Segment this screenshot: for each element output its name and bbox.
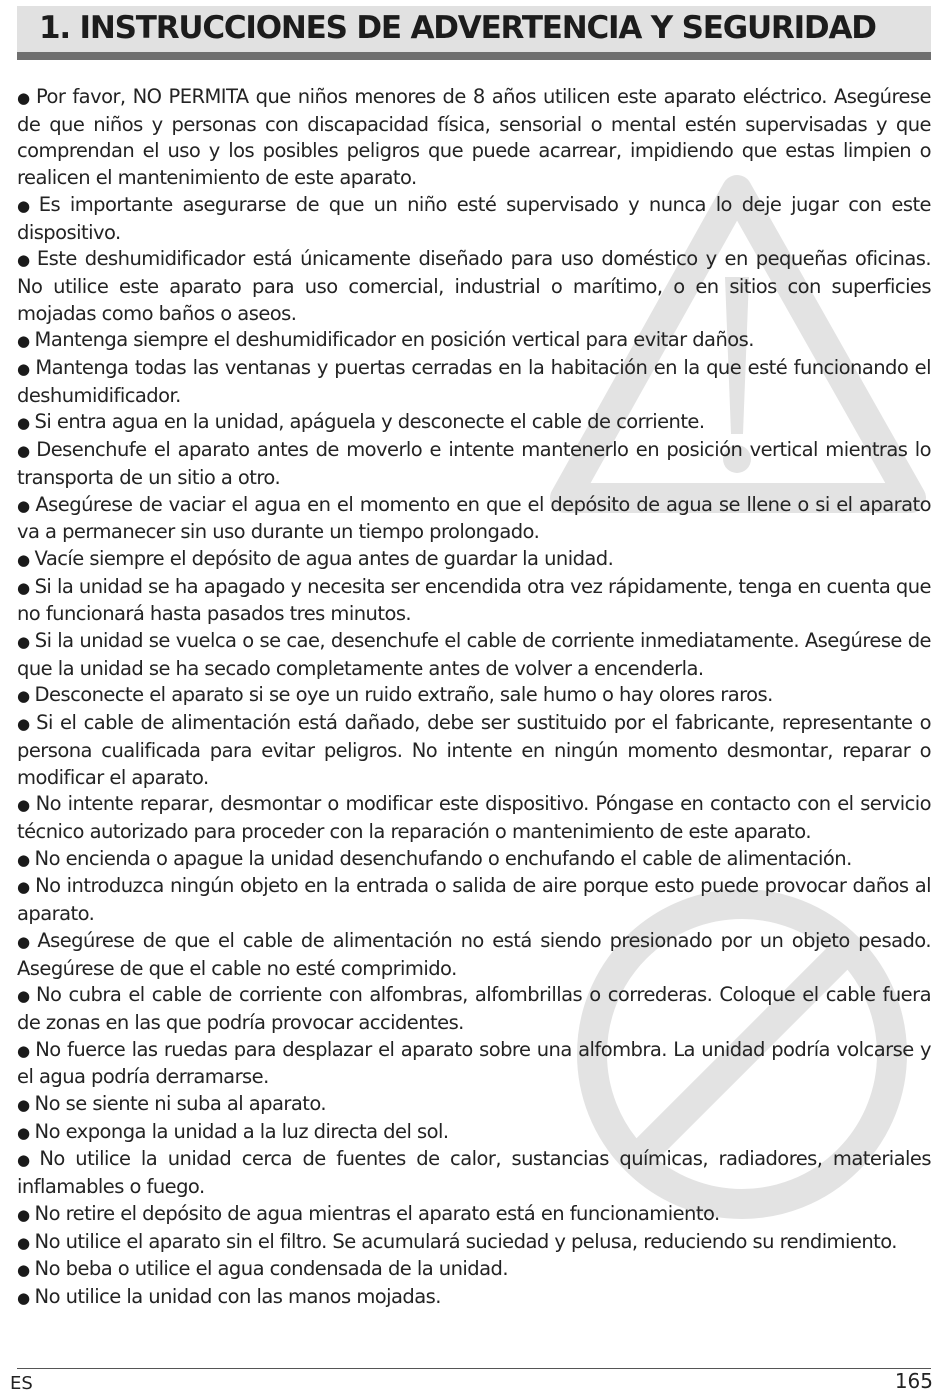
footer-divider (17, 1368, 931, 1369)
bullet-icon: ● (17, 1261, 30, 1280)
list-item-text: No exponga la unidad a la luz directa del sol. (34, 1119, 449, 1143)
list-item (17, 873, 931, 927)
bullet-icon: ● (17, 1096, 30, 1115)
list-item-text: Es importante asegurarse de que un niño esté supervisado y nunca lo deje jugar con este dispositivo. (17, 192, 931, 244)
bullet-icon: ● (17, 1041, 31, 1060)
list-item (17, 574, 931, 628)
bullet-icon: ● (17, 442, 32, 461)
bullet-icon: ● (17, 89, 31, 107)
list-item (17, 846, 931, 874)
list-item (17, 1091, 931, 1119)
list-item (17, 1256, 931, 1284)
bullet-icon: ● (17, 251, 32, 270)
footer-page-number: 165 (894, 1369, 933, 1393)
list-item (17, 1119, 931, 1147)
list-item-text: No intente reparar, desmontar o modificar este dispositivo. Póngase en contacto con el servicio técnico autorizado para proceder con la reparación o mantenimiento de este aparato. (17, 792, 931, 843)
safety-instructions-list (17, 84, 931, 1312)
bullet-icon: ● (17, 496, 31, 515)
bullet-icon: ● (17, 550, 30, 569)
list-item-text: Asegúrese de que el cable de alimentación no está siendo presionado por un objeto pesado. Asegúrese de que el cable no esté comprimido. (17, 928, 931, 980)
list-item (17, 84, 931, 192)
bullet-icon: ● (17, 796, 31, 815)
bullet-icon: ● (17, 414, 30, 433)
bullet-icon: ● (17, 1233, 30, 1252)
list-item (17, 1037, 931, 1091)
bullet-icon: ● (17, 878, 31, 897)
list-item (17, 192, 931, 246)
list-item-text: Si la unidad se vuelca o se cae, desenchufe el cable de corriente inmediatamente. Asegúrese de que la unidad se ha secado completamente antes de volver a encenderla. (17, 629, 931, 680)
list-item (17, 1229, 931, 1257)
bullet-icon: ● (17, 196, 34, 215)
bullet-icon: ● (17, 1123, 30, 1142)
bullet-icon: ● (17, 1288, 30, 1307)
list-item (17, 246, 931, 327)
list-item-text: Mantenga siempre el deshumidificador en posición vertical para evitar daños. (34, 328, 754, 352)
list-item-text: Vacíe siempre el depósito de agua antes de guardar la unidad. (34, 546, 614, 570)
list-item-text: Mantenga todas las ventanas y puertas cerradas en la habitación en la que esté funcionando el deshumidificador. (17, 356, 931, 407)
list-item-text: Si entra agua en la unidad, apáguela y desconecte el cable de corriente. (34, 410, 705, 434)
list-item-text: Desconecte el aparato si se oye un ruido extraño, sale humo o hay olores raros. (34, 683, 773, 707)
bullet-icon: ● (17, 987, 32, 1006)
list-item (17, 492, 931, 546)
list-item (17, 982, 931, 1036)
list-item-text: Si el cable de alimentación está dañado, debe ser sustituido por el fabricante, representante o persona cualificada para evitar peligros. No intente en ningún momento desmontar, reparar o modificar el aparato. (17, 711, 932, 789)
list-item-text: No utilice la unidad con las manos mojadas. (34, 1284, 441, 1308)
list-item (17, 628, 931, 682)
bullet-icon: ● (17, 360, 31, 379)
bullet-icon: ● (17, 578, 30, 597)
bullet-icon: ● (17, 715, 32, 734)
bullet-icon: ● (17, 332, 30, 351)
list-item-text: No retire el depósito de agua mientras el aparato está en funcionamiento. (34, 1201, 720, 1225)
list-item-text: No cubra el cable de corriente con alfombras, alfombrillas o correderas. Coloque el cable fuera de zonas en las que podría provocar accidentes. (17, 983, 931, 1034)
list-item-text: No beba o utilice el agua condensada de la unidad. (34, 1257, 508, 1281)
list-item-text: No introduzca ningún objeto en la entrada o salida de aire porque esto puede provocar daños al aparato. (17, 874, 931, 926)
list-item (17, 682, 931, 710)
list-item-text: Si la unidad se ha apagado y necesita ser encendida otra vez rápidamente, tenga en cuenta que no funcionará hasta pasados tres minutos. (17, 574, 931, 626)
list-item (17, 710, 931, 791)
footer-language-code: ES (10, 1373, 33, 1394)
bullet-icon: ● (17, 633, 30, 652)
list-item (17, 1201, 931, 1229)
list-item-text: No fuerce las ruedas para desplazar el aparato sobre una alfombra. La unidad podría volcarse y el agua podría derramarse. (17, 1037, 931, 1089)
section-title: 1. INSTRUCCIONES DE ADVERTENCIA Y SEGURIDAD (39, 10, 876, 46)
list-item-text: No encienda o apague la unidad desenchufando o enchufando el cable de alimentación. (34, 846, 852, 870)
list-item-text: Asegúrese de vaciar el agua en el momento en que el depósito de agua se llene o si el aparato va a permanecer sin uso durante un tiempo prolongado. (17, 492, 931, 544)
list-item-text: No se siente ni suba al aparato. (34, 1092, 327, 1116)
list-item-text: No utilice la unidad cerca de fuentes de calor, sustancias químicas, radiadores, materiales inflamables o fuego. (17, 1147, 931, 1199)
list-item (17, 1284, 931, 1312)
list-item (17, 437, 931, 491)
bullet-icon: ● (17, 1151, 35, 1170)
list-item-text: Desenchufe el aparato antes de moverlo e intente mantenerlo en posición vertical mientras lo transporta de un sitio a otro. (17, 438, 931, 489)
bullet-icon: ● (17, 932, 33, 951)
bullet-icon: ● (17, 850, 30, 869)
list-item (17, 928, 931, 982)
bullet-icon: ● (17, 1205, 30, 1224)
list-item-text: Este deshumidificador está únicamente diseñado para uso doméstico y en pequeñas oficinas. No utilice este aparato para uso comercial, industrial o marítimo, o en sitios con superficies mojadas como baños o aseos. (17, 247, 931, 325)
list-item (17, 409, 931, 437)
list-item-text: Por favor, NO PERMITA que niños menores de 8 años utilicen este aparato eléctrico. Asegúrese de que niños y personas con discapacidad física, sensorial o mental estén supervisadas y que comprendan el uso y los posibles peligros que puede acarrear, impidiendo que estas limpien o realicen el mantenimiento de este aparato. (17, 85, 931, 190)
list-item (17, 791, 931, 845)
list-item (17, 1146, 931, 1200)
list-item (17, 546, 931, 574)
list-item (17, 327, 931, 355)
list-item-text: No utilice el aparato sin el filtro. Se acumulará suciedad y pelusa, reduciendo su rendimiento. (34, 1229, 897, 1253)
section-title-bar (17, 6, 931, 60)
bullet-icon: ● (17, 687, 30, 706)
list-item (17, 355, 931, 409)
